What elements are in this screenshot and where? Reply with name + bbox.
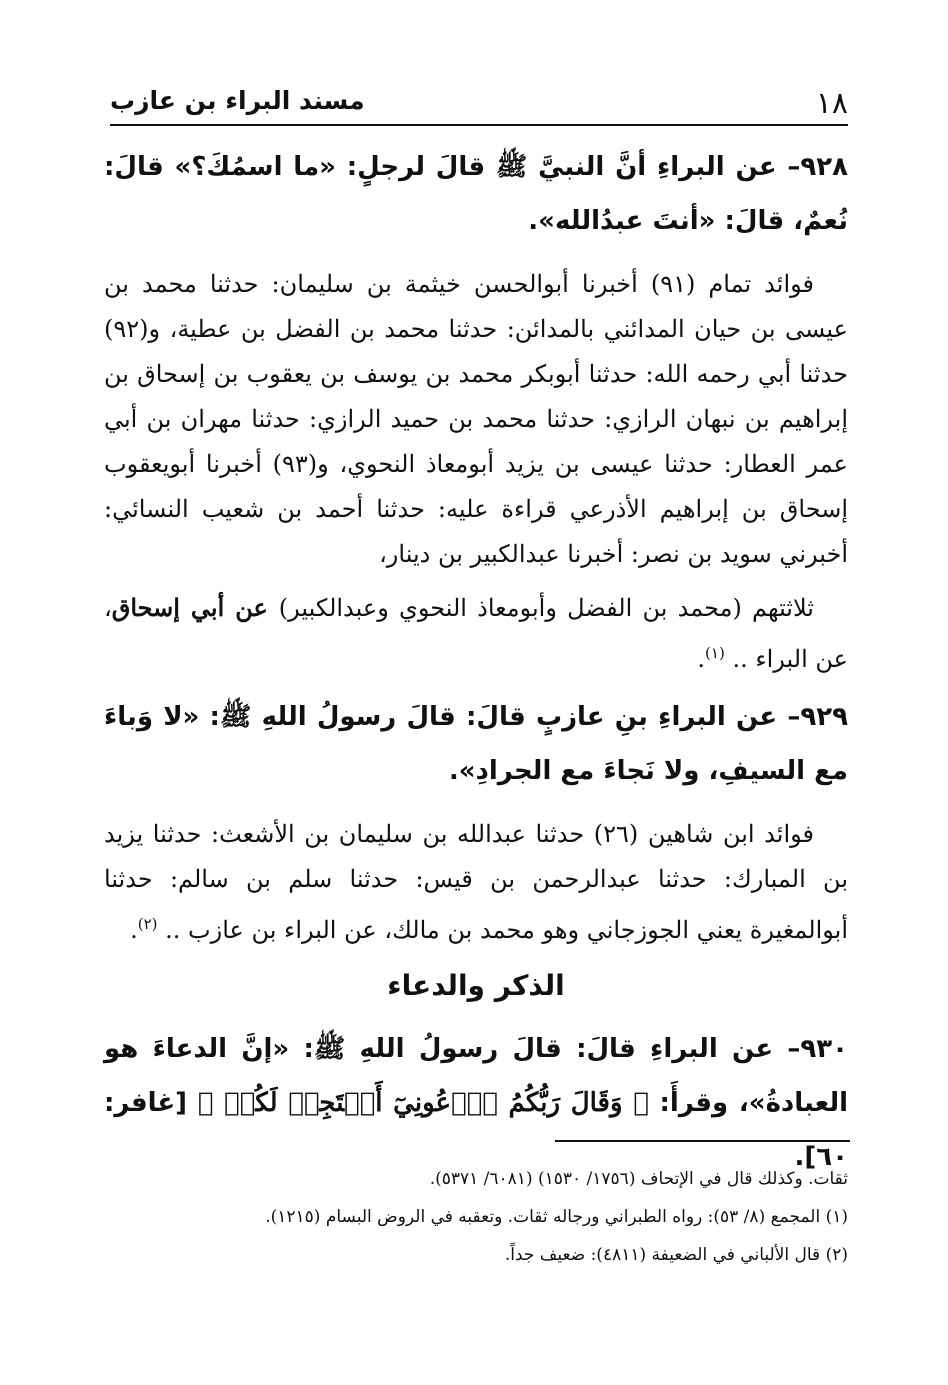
footnote-1: (١) المجمع (٨/ ٥٣): رواه الطبراني ورجاله ثقات. وتعقبه في الروض البسام (١٢١٥). xyxy=(265,1207,848,1227)
chain-end: ، عن البراء .. xyxy=(104,594,848,673)
period: . xyxy=(130,916,138,944)
source-929 xyxy=(104,812,848,953)
page-number: ١٨ xyxy=(815,86,848,121)
section-heading: الذكر والدعاء xyxy=(387,969,565,1002)
hadith-929: ٩٢٩– عن البراءِ بنِ عازبٍ قالَ: قالَ رسولُ اللهِ ﷺ: «لا وَباءَ مع السيفِ، ولا نَجاءَ مع الجرادِ». xyxy=(104,702,848,786)
hadith-928: ٩٢٨– عن البراءِ أنَّ النبيَّ ﷺ قالَ لرجلٍ: «ما اسمُكَ؟» قالَ: نُعمٌ، قالَ: «أنتَ عبدُالله». xyxy=(104,152,848,236)
footnote-ref-1[interactable]: (١) xyxy=(705,644,725,662)
quran-verse: ﴿ وَقَالَ رَبُّكُمُ ٱدۡعُونِيٓ أَسۡتَجِبۡ لَكُمۡ ﴾ xyxy=(197,1088,649,1118)
period: . xyxy=(697,645,706,673)
page-body xyxy=(104,140,848,1198)
source-928: فوائد تمام (٩١) أخبرنا أبوالحسن خيثمة بن سليمان: حدثنا محمد بن عيسى بن حيان المدائني بالمدائن: حدثنا محمد بن الفضل بن عطية، و(٩٢) حدثنا أبي رحمه الله: حدثنا أبوبكر محمد بن يوسف بن يعقوب بن إسحاق بن إبراهيم بن نبهان الرازي: حدثنا محمد بن حميد الرازي: حدثنا مهران بن أبي عمر العطار: حدثنا عيسى بن يزيد أبومعاذ النحوي، و(٩٣) أخبرنا أبويعقوب إسحاق بن إبراهيم الأذرعي قراءة عليه: حدثنا أحمد بن شعيب النسائي: أخبرني سويد بن نصر: أخبرنا عبدالكبير بن دينار، xyxy=(104,270,848,568)
footnote-2: (٢) قال الألباني في الضعيفة (٤٨١١): ضعيف جداً. xyxy=(504,1245,848,1265)
footnote-continued: ثقات. وكذلك قال في الإتحاف (١٧٥٦/ ١٥٣٠) (٦٠٨١/ ٥٣٧١). xyxy=(429,1169,848,1189)
running-header xyxy=(110,84,848,126)
hadith-930-text: ٩٣٠– عن البراءِ قالَ: قالَ رسولُ اللهِ ﷺ: «إنَّ الدعاءَ هو العبادةُ»، وقرأَ: xyxy=(104,1034,848,1118)
chain-highlight: عن أبي إسحاق xyxy=(111,593,279,622)
source-929-text: فوائد ابن شاهين (٢٦) حدثنا عبدالله بن سليمان بن الأشعث: حدثنا يزيد بن المبارك: حدثنا عبدالرحمن بن قيس: حدثنا سلم بن سالم: حدثنا أبوالمغيرة يعني الجوزجاني وهو محمد بن مالك، عن البراء بن عازب .. xyxy=(104,820,848,944)
source-928-summary xyxy=(104,585,848,682)
footnote-ref-2[interactable]: (٢) xyxy=(137,915,158,933)
verse-citation: [غافر: ٦٠]. xyxy=(104,1088,848,1172)
narrators-text: ثلاثتهم (محمد بن الفضل وأبومعاذ النحوي وعبدالكبير) xyxy=(278,594,814,622)
footnote-divider xyxy=(555,1140,850,1142)
running-title: مسند البراء بن عازب xyxy=(110,86,365,115)
footnotes xyxy=(104,1160,848,1274)
